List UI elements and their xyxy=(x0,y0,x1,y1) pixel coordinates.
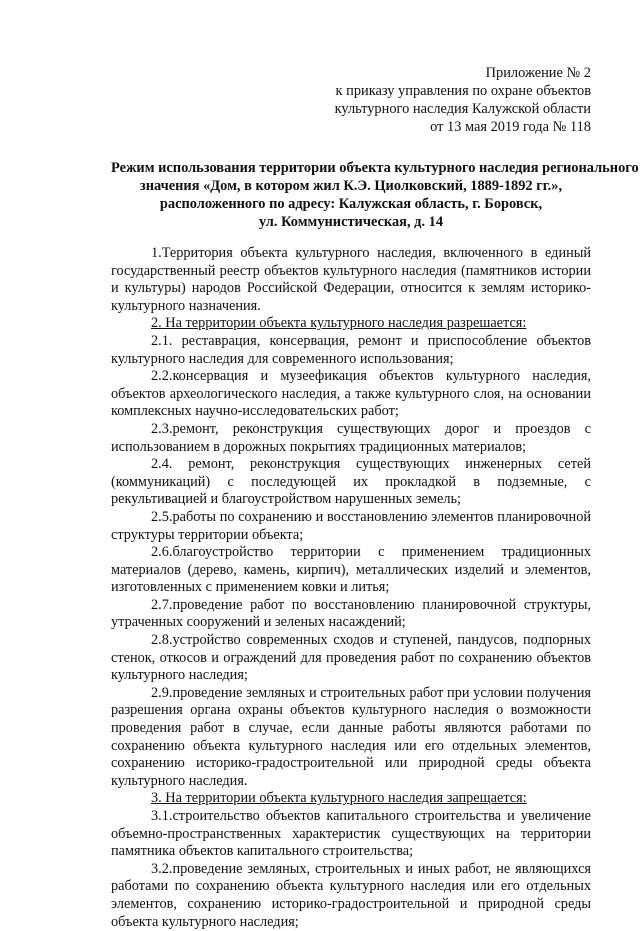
paragraph-2-3: 2.3.ремонт, реконструкция существующих дорог и проездов с использованием в дорожных покрытиях традиционных материалов; xyxy=(111,420,591,455)
document-title xyxy=(111,159,639,231)
paragraph-2-6: 2.6.благоустройство территории с применением традиционных материалов (дерево, камень, кирпич), металлических изделий и элементов, изготовленных с применением ковки и литья; xyxy=(111,544,591,596)
paragraph-2-9: 2.9.проведение земляных и строительных работ при условии получения разрешения органа охраны объектов культурного наследия о возможности проведения работ в случае, если данные работы являются работами по сохранению объекта культурного наследия или его отдельных элементов, сохранению историко-градостроительной или природной среды объекта культурного наследия. xyxy=(111,684,591,789)
appendix-number: Приложение № 2 xyxy=(485,65,591,81)
paragraph-2-5: 2.5.работы по сохранению и восстановлению элементов планировочной структуры территории объекта; xyxy=(111,508,591,543)
paragraph-3-1: 3.1.строительство объектов капитального строительства и увеличение объемно-пространственных характеристик существующих на территории памятника объектов капитального строительства; xyxy=(111,808,591,860)
paragraph-2-1: 2.1. реставрация, консервация, ремонт и приспособление объектов культурного наследия для современного использования; xyxy=(111,332,591,367)
title-line-1: Режим использования территории объекта культурного наследия регионального xyxy=(111,160,639,176)
appendix-order-ref: к приказу управления по охране объектов xyxy=(335,83,591,99)
section-2-heading xyxy=(111,315,591,333)
appendix-authority: культурного наследия Калужской области xyxy=(334,101,591,117)
document-body xyxy=(111,245,591,931)
appendix-header xyxy=(111,64,591,136)
paragraph-2-2: 2.2.консервация и музеефикация объектов культурного наследия, объектов археологического наследия, а также культурного слоя, на основании комплексных научно-исследовательских работ; xyxy=(111,368,591,420)
title-line-3: расположенного по адресу: Калужская область, г. Боровск, xyxy=(159,196,543,212)
section-2-heading-text: 2. На территории объекта культурного наследия разрешается: xyxy=(151,315,527,332)
paragraph-1: 1.Территория объекта культурного наследия, включенного в единый государственный реестр объектов культурного наследия (памятников истории и культуры) народов Российской Федерации, относится к землям историко-культурного назначения. xyxy=(111,245,591,314)
paragraph-2-4: 2.4. ремонт, реконструкция существующих инженерных сетей (коммуникаций) с последующей их прокладкой в подземные, с рекультивацией и благоустройством нарушенных земель; xyxy=(111,456,591,508)
title-line-2: значения «Дом, в котором жил К.Э. Циолковский, 1889-1892 гг.», xyxy=(139,178,563,194)
paragraph-3-2: 3.2.проведение земляных, строительных и иных работ, не являющихся работами по сохранению объекта культурного наследия или его отдельных элементов, сохранению историко-градостроительной и природной среды объекта культурного наследия; xyxy=(111,860,591,930)
section-3-heading-text: 3. На территории объекта культурного наследия запрещается: xyxy=(151,790,527,807)
title-line-4: ул. Коммунистическая, д. 14 xyxy=(258,214,444,230)
appendix-date: от 13 мая 2019 года № 118 xyxy=(430,119,591,135)
paragraph-2-7: 2.7.проведение работ по восстановлению планировочной структуры, утраченных сооружений и зеленых насаждений; xyxy=(111,596,591,631)
section-3-heading xyxy=(111,790,591,808)
paragraph-2-8: 2.8.устройство современных сходов и ступеней, пандусов, подпорных стенок, откосов и ограждений для проведения работ по сохранению объектов культурного наследия; xyxy=(111,632,591,684)
